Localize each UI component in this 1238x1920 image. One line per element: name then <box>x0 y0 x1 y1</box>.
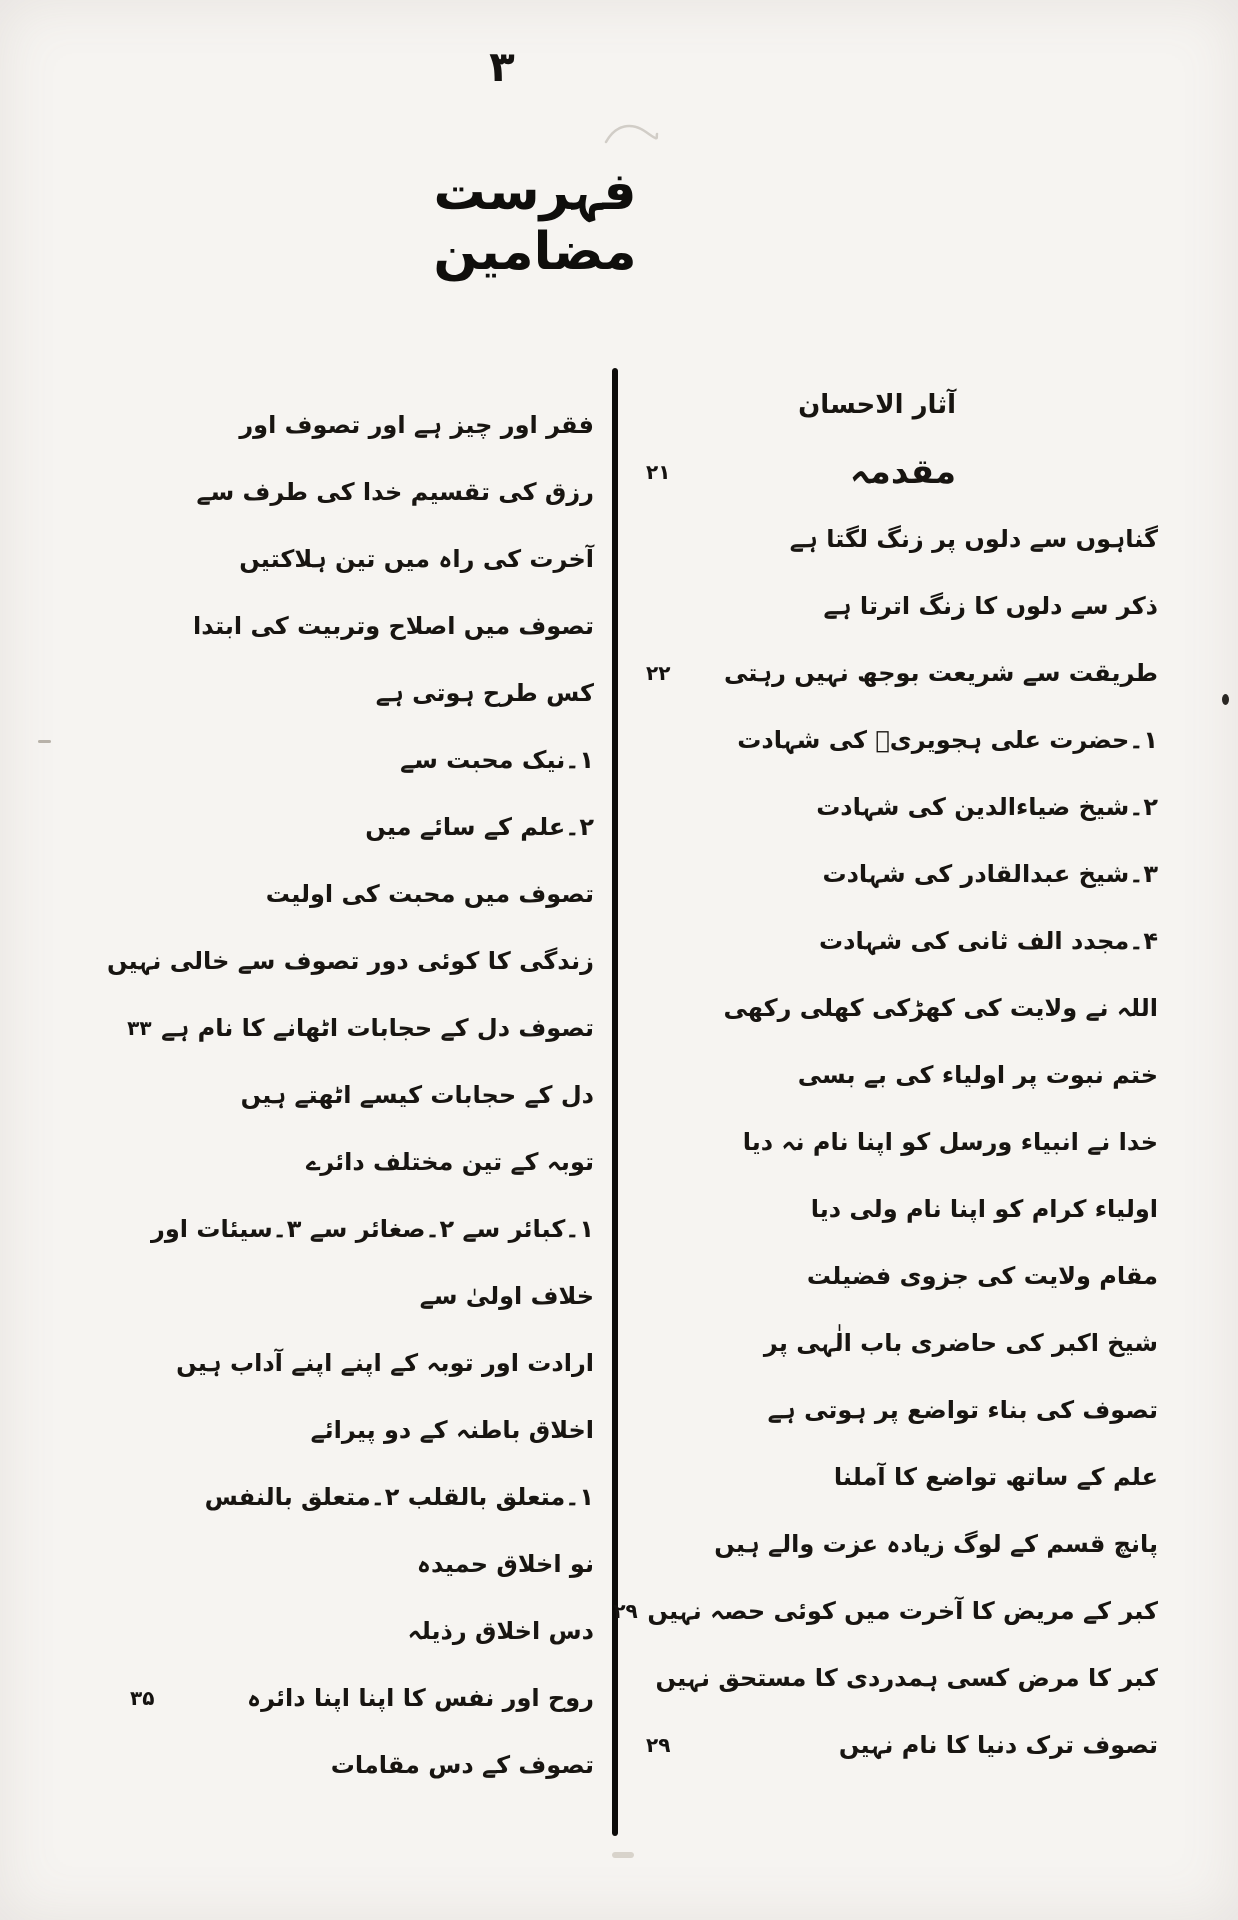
toc-entry <box>620 1243 1238 1310</box>
toc-entry <box>0 995 610 1062</box>
page-number: ۳ <box>489 42 515 91</box>
toc-entry <box>0 526 610 593</box>
toc-entry-title: آثار الاحسان <box>798 389 956 420</box>
toc-entry-page-number: ۲۲ <box>646 661 671 685</box>
toc-entry-title: اللہ نے ولایت کی کھڑکی کھلی رکھی <box>723 993 1158 1022</box>
toc-entry-title: دل کے حجابات کیسے اٹھتے ہیں <box>240 1080 594 1109</box>
toc-entry <box>0 459 610 526</box>
toc-entry <box>0 1397 610 1464</box>
toc-entry-title: فقر اور چیز ہے اور تصوف اور <box>239 410 594 439</box>
toc-entry-title: ۱۔کبائر سے ۲۔صغائر سے ۳۔سیئات اور <box>151 1214 594 1243</box>
toc-entry-title: تصوف کے دس مقامات <box>330 1750 594 1779</box>
toc-left-column <box>0 392 610 1799</box>
toc-entry-page-number: ۲۱ <box>646 460 671 484</box>
ink-speck <box>1222 694 1229 705</box>
toc-entry-title: زندگی کا کوئی دور تصوف سے خالی نہیں <box>106 946 594 975</box>
toc-entry-title: کس طرح ہوتی ہے <box>375 678 594 707</box>
toc-entry <box>0 660 610 727</box>
toc-entry <box>620 841 1238 908</box>
toc-entry-page-number: ۳۵ <box>130 1686 155 1710</box>
toc-entry-title: تصوف کی بناء تواضع پر ہوتی ہے <box>767 1395 1158 1424</box>
toc-entry <box>0 794 610 861</box>
toc-entry-title: ارادت اور توبہ کے اپنے اپنے آداب ہیں <box>176 1348 594 1377</box>
toc-entry-title: مقدمہ <box>849 451 956 492</box>
toc-entry-title: توبہ کے تین مختلف دائرے <box>306 1147 594 1176</box>
toc-entry <box>0 1263 610 1330</box>
toc-entry <box>0 1531 610 1598</box>
toc-entry <box>0 392 610 459</box>
toc-entry <box>620 707 1238 774</box>
toc-entry-page-number: ۲۹ <box>646 1733 671 1757</box>
toc-entry <box>620 439 1238 506</box>
toc-entry-title: رزق کی تقسیم خدا کی طرف سے <box>196 477 594 506</box>
toc-entry <box>0 1464 610 1531</box>
toc-right-column <box>613 372 1238 1779</box>
toc-entry <box>0 861 610 928</box>
toc-entry <box>0 1062 610 1129</box>
toc-entry <box>620 1042 1238 1109</box>
toc-entry-title: ۳۔شیخ عبدالقادر کی شہادت <box>822 859 1158 888</box>
toc-entry-title: تصوف ترک دنیا کا نام نہیں <box>838 1730 1158 1759</box>
toc-entry-page-number: ۲۹ <box>613 1599 638 1623</box>
toc-entry <box>620 1511 1238 1578</box>
toc-entry <box>620 1444 1238 1511</box>
toc-entry-title: ۱۔حضرت علی ہجویریؒ کی شہادت <box>737 725 1158 754</box>
toc-entry-title: ۲۔شیخ ضیاءالدین کی شہادت <box>816 792 1158 821</box>
toc-entry-title: ۴۔مجدد الف ثانی کی شہادت <box>819 926 1158 955</box>
toc-entry-title: آخرت کی راہ میں تین ہلاکتیں <box>239 544 594 573</box>
toc-entry <box>0 1330 610 1397</box>
toc-entry-title: کبر کا مرض کسی ہمدردی کا مستحق نہیں <box>655 1663 1158 1692</box>
toc-entry <box>0 1665 610 1732</box>
toc-entry <box>620 774 1238 841</box>
toc-entry-title: طریقت سے شریعت بوجھ نہیں رہتی <box>723 658 1158 687</box>
toc-entry-title: شیخ اکبر کی حاضری باب الٰہی پر <box>763 1328 1158 1357</box>
toc-entry <box>620 573 1238 640</box>
toc-entry-title: ذکر سے دلوں کا زنگ اترتا ہے <box>823 591 1158 620</box>
toc-entry <box>620 1712 1238 1779</box>
toc-entry-title: دس اخلاق رذیلہ <box>407 1616 594 1645</box>
toc-entry <box>620 372 1238 439</box>
pen-smudge-mark <box>602 116 660 150</box>
toc-entry-title: روح اور نفس کا اپنا اپنا دائرہ <box>247 1683 594 1712</box>
toc-entry-title: نو اخلاق حمیدہ <box>416 1549 594 1578</box>
toc-entry-title: اخلاق باطنہ کے دو پیرائے <box>310 1415 594 1444</box>
toc-entry <box>0 1196 610 1263</box>
toc-entry <box>0 593 610 660</box>
toc-entry <box>620 975 1238 1042</box>
ink-speck <box>38 740 51 743</box>
toc-entry-title: ۱۔نیک محبت سے <box>400 745 594 774</box>
toc-entry <box>0 1129 610 1196</box>
toc-entry-title: ۱۔متعلق بالقلب ۲۔متعلق بالنفس <box>204 1482 594 1511</box>
toc-entry <box>620 1176 1238 1243</box>
toc-entry <box>0 1598 610 1665</box>
toc-entry <box>620 1310 1238 1377</box>
toc-entry <box>620 506 1238 573</box>
toc-entry-title: اولیاء کرام کو اپنا نام ولی دیا <box>810 1194 1158 1223</box>
toc-entry-title: تصوف دل کے حجابات اٹھانے کا نام ہے <box>161 1013 594 1042</box>
toc-entry <box>620 1109 1238 1176</box>
toc-entry <box>620 640 1238 707</box>
toc-entry <box>620 1645 1238 1712</box>
toc-entry <box>620 1377 1238 1444</box>
toc-entry-title: پانچ قسم کے لوگ زیادہ عزت والے ہیں <box>714 1529 1158 1558</box>
toc-entry-title: تصوف میں محبت کی اولیت <box>265 879 594 908</box>
toc-entry-title: گناہوں سے دلوں پر زنگ لگتا ہے <box>789 524 1158 553</box>
toc-entry-title: ۲۔علم کے سائے میں <box>365 812 594 841</box>
toc-entry <box>0 928 610 995</box>
toc-entry-title: تصوف میں اصلاح وتربیت کی ابتدا <box>193 611 594 640</box>
toc-entry-title: کبر کے مریض کا آخرت میں کوئی حصہ نہیں <box>647 1596 1158 1625</box>
toc-entry-title: خدا نے انبیاء ورسل کو اپنا نام نہ دیا <box>742 1127 1158 1156</box>
toc-entry-title: مقام ولایت کی جزوی فضیلت <box>806 1261 1158 1290</box>
toc-entry <box>620 908 1238 975</box>
toc-entry <box>0 1732 610 1799</box>
toc-entry-title: خلاف اولیٰ سے <box>419 1281 594 1310</box>
scan-smudge <box>612 1852 634 1858</box>
toc-entry-title: علم کے ساتھ تواضع کا آملنا <box>833 1462 1158 1491</box>
toc-entry <box>0 727 610 794</box>
toc-entry-page-number: ۳۳ <box>127 1016 152 1040</box>
page-title: فہرست مضامین <box>433 162 637 282</box>
toc-entry <box>613 1578 1238 1645</box>
toc-entry-title: ختم نبوت پر اولیاء کی بے بسی <box>797 1060 1158 1089</box>
